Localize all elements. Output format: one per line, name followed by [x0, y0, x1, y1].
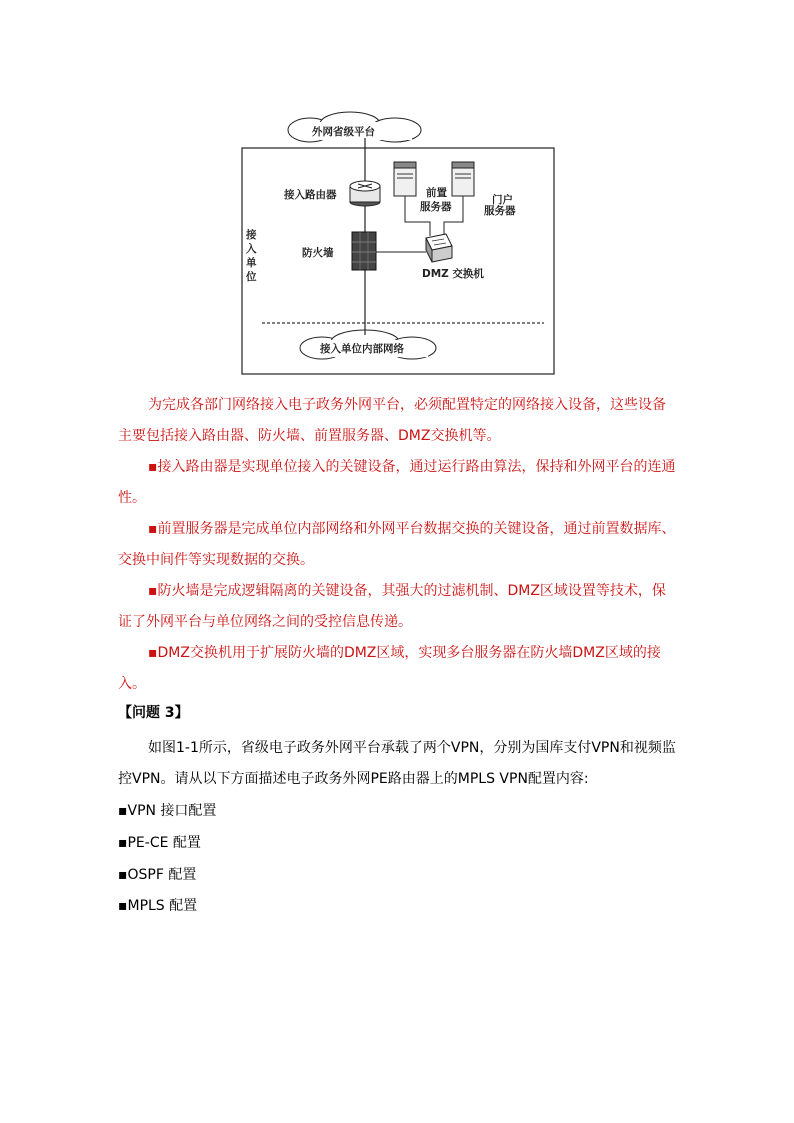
router-paragraph: ▪接入路由器是实现单位接入的关键设备，通过运行路由算法，保持和外网平台的连通性。 — [118, 459, 676, 506]
question-item-pe-ce: ▪PE-CE 配置 — [118, 835, 201, 851]
unit-label-char: 位 — [246, 271, 257, 283]
portal-server-label: 服务器 — [484, 205, 516, 217]
unit-label-char: 接 — [246, 229, 257, 241]
front-server-icon — [394, 162, 416, 196]
unit-label-char: 入 — [246, 243, 257, 255]
question-item-vpn: ▪VPN 接口配置 — [118, 803, 217, 819]
cloud-internal-network — [300, 330, 436, 359]
dmz-switch-paragraph: ▪DMZ交换机用于扩展防火墙的DMZ区域，实现多台服务器在防火墙DMZ区域的接入。 — [118, 645, 661, 692]
dmz-switch-icon — [426, 234, 452, 262]
portal-server-icon — [452, 162, 474, 196]
cloud-external-platform — [288, 112, 421, 142]
dmz-switch-label: DMZ 交换机 — [422, 268, 484, 280]
top-cloud-label: 外网省级平台 — [312, 126, 375, 138]
question-body: 如图1-1所示，省级电子政务外网平台承载了两个VPN，分别为国库支付VPN和视频监控VPN。请从以下方面描述电子政务外网PE路由器上的MPLS VPN配置内容: — [118, 740, 676, 787]
router-label: 接入路由器 — [284, 189, 337, 201]
firewall-paragraph: ▪防火墙是完成逻辑隔离的关键设备，其强大的过滤机制、DMZ区域设置等技术，保证了外网平台与单位网络之间的受控信息传递。 — [118, 583, 666, 630]
bottom-cloud-label: 接入单位内部网络 — [320, 343, 404, 355]
front-server-paragraph: ▪前置服务器是完成单位内部网络和外网平台数据交换的关键设备，通过前置数据库、交换中间件等实现数据的交换。 — [118, 521, 676, 568]
question-item-ospf: ▪OSPF 配置 — [118, 867, 197, 883]
question-item-mpls: ▪MPLS 配置 — [118, 898, 198, 914]
firewall-label: 防火墙 — [302, 247, 334, 259]
question-heading: 【问题 3】 — [118, 705, 189, 721]
portal-server-label: 门户 — [492, 194, 513, 206]
firewall-icon — [352, 232, 376, 270]
unit-label-char: 单 — [246, 257, 257, 269]
front-server-label: 前置 — [426, 187, 447, 199]
front-server-label: 服务器 — [420, 201, 452, 213]
router-icon — [350, 181, 380, 206]
intro-paragraph: 为完成各部门网络接入电子政务外网平台，必须配置特定的网络接入设备，这些设备主要包括接入路由器、防火墙、前置服务器、DMZ交换机等。 — [118, 397, 666, 444]
network-diagram — [230, 110, 560, 380]
